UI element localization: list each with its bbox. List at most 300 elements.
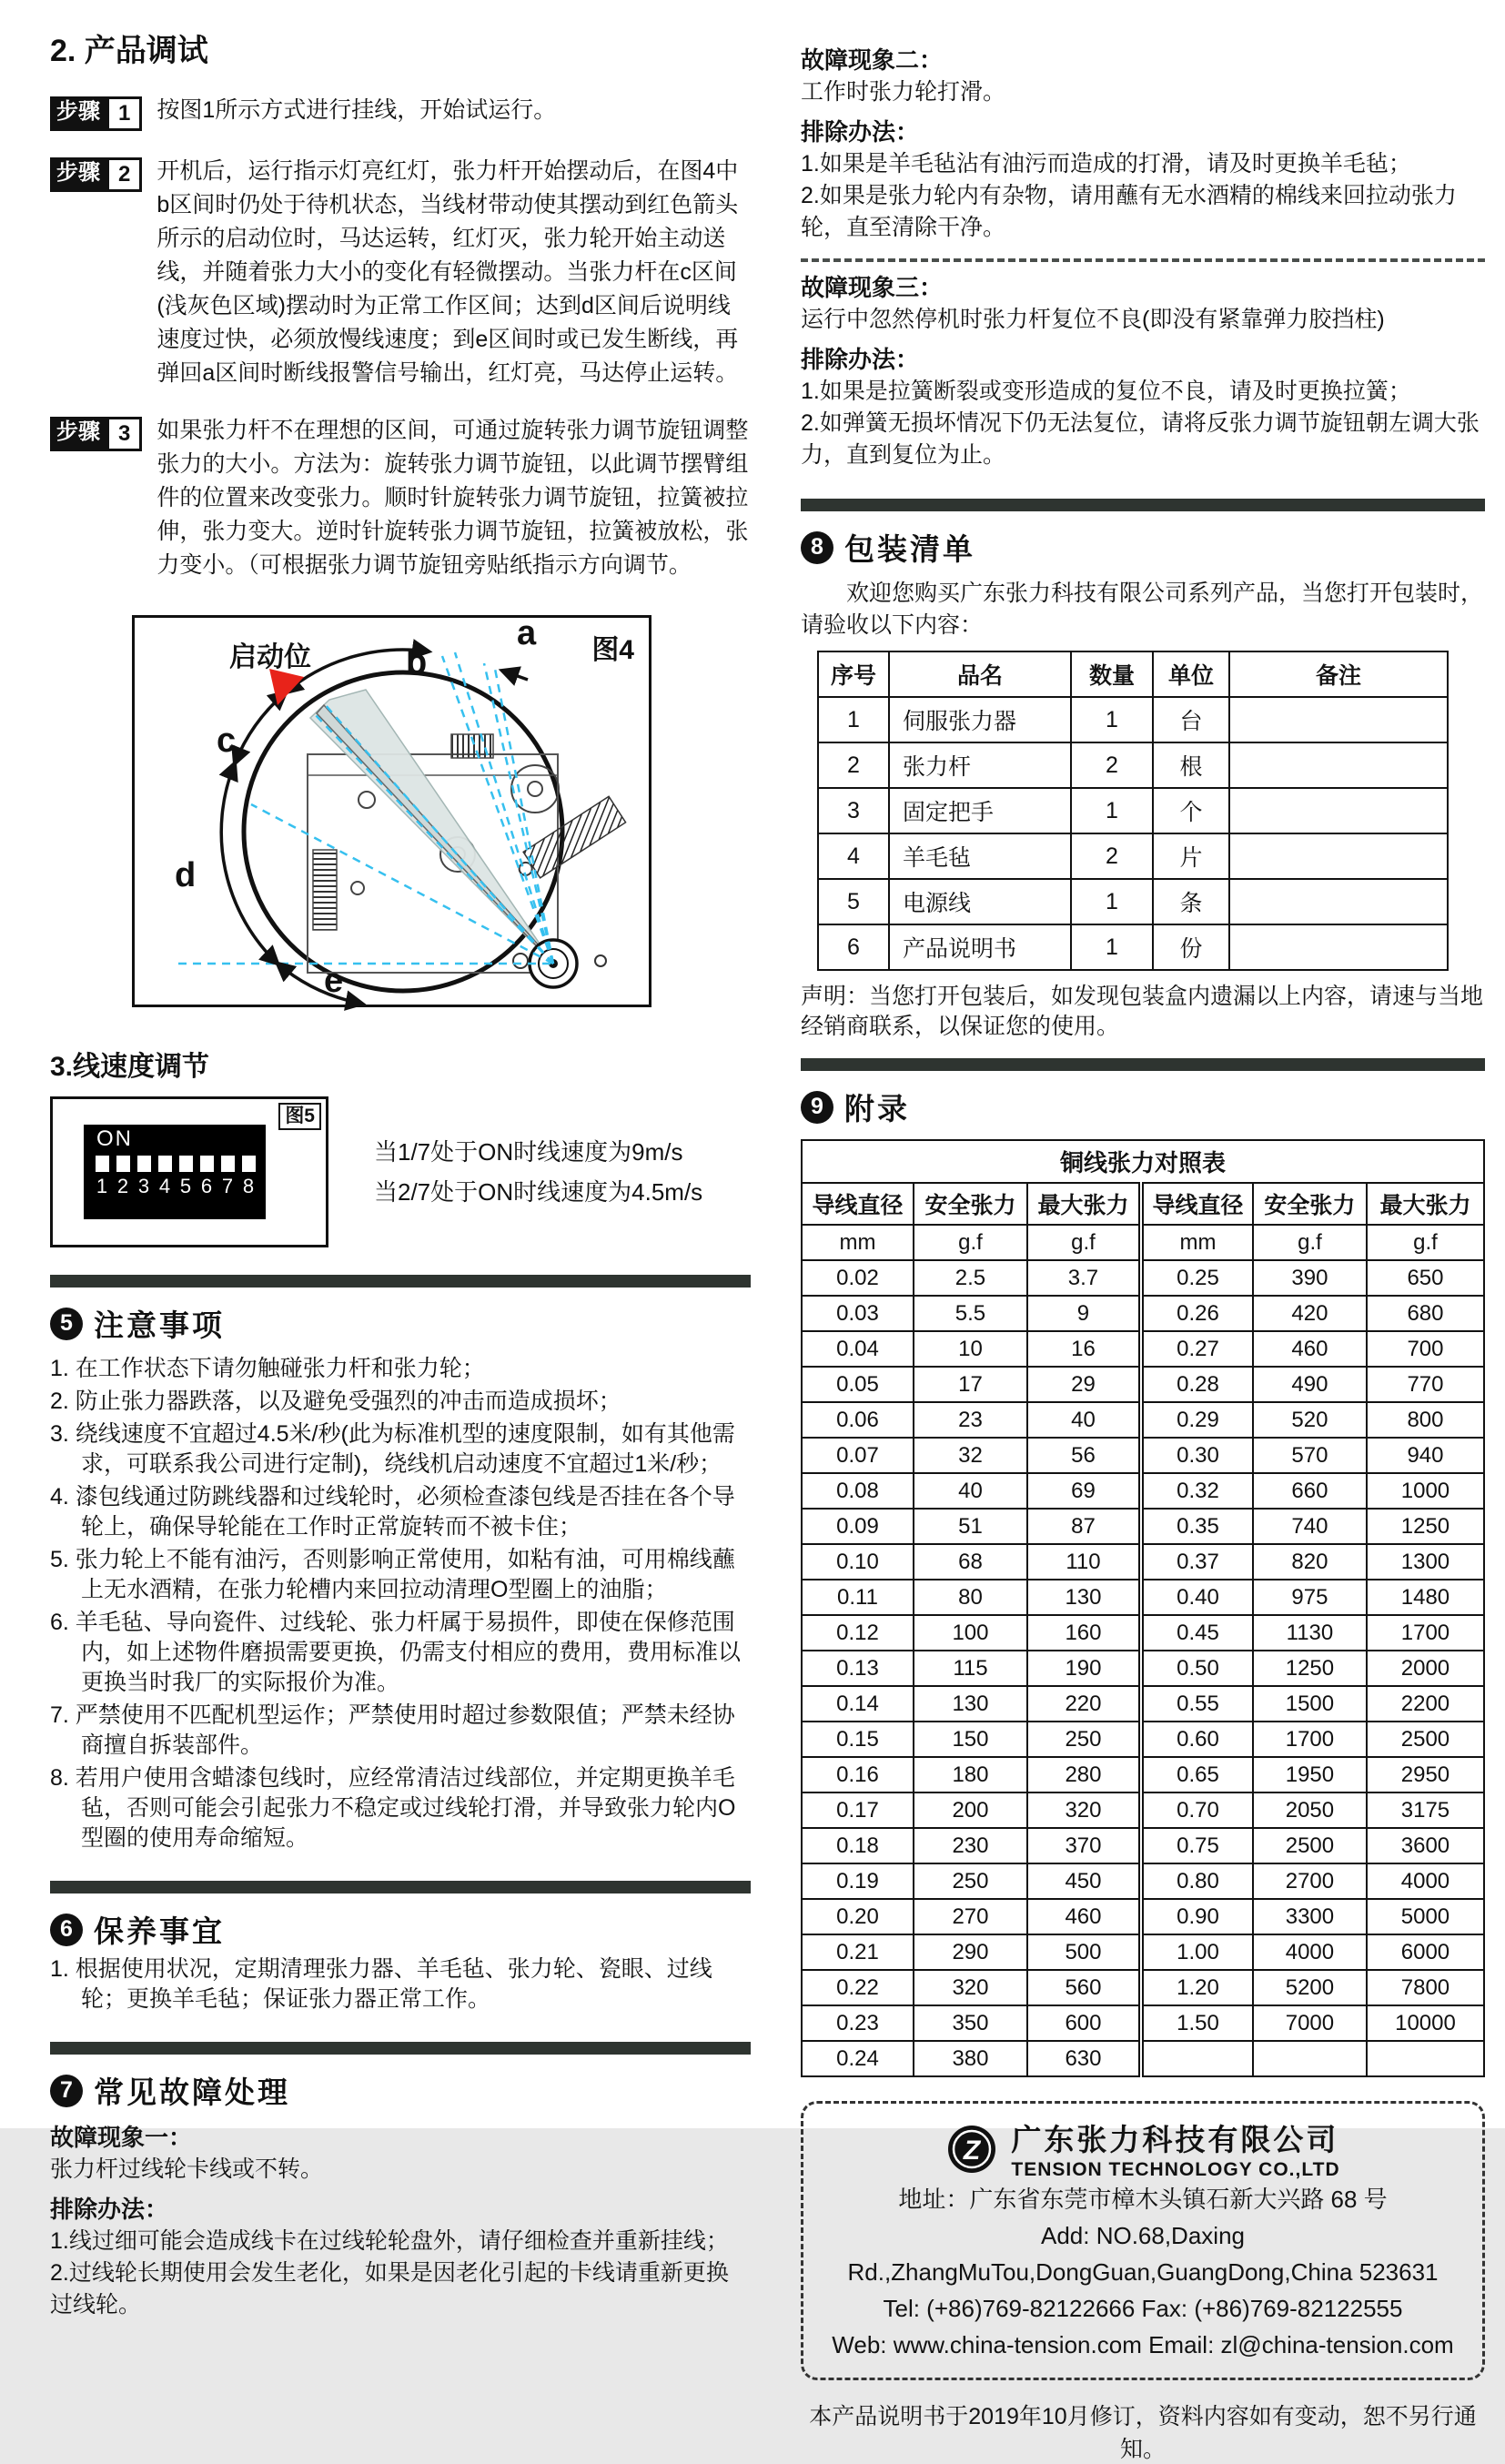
cell-safe-tension: 320	[914, 1970, 1027, 2005]
cell-max-tension: 770	[1367, 1367, 1484, 1402]
cell-unit: 根	[1153, 742, 1229, 788]
cell-safe-tension: 270	[914, 1899, 1027, 1934]
cell-diameter: 0.18	[802, 1828, 914, 1863]
cell-max-tension: 370	[1027, 1828, 1141, 1863]
cell-max-tension: 2000	[1367, 1651, 1484, 1686]
cell-diameter: 0.25	[1141, 1260, 1253, 1296]
company-name-en: TENSION TECHNOLOGY CO.,LTD	[1011, 2159, 1340, 2180]
step-badge-label: 步骤	[50, 96, 106, 131]
cell-max-tension: 2200	[1367, 1686, 1484, 1722]
dip-switch-slider	[116, 1156, 130, 1172]
tension-table-row	[802, 1651, 1484, 1686]
cell-safe-tension: 2700	[1253, 1863, 1367, 1899]
cell-max-tension	[1367, 2041, 1484, 2076]
cell-safe-tension: 1950	[1253, 1757, 1367, 1792]
cell-safe-tension: 100	[914, 1615, 1027, 1651]
cell-max-tension: 1700	[1367, 1615, 1484, 1651]
tension-table-row	[802, 1296, 1484, 1331]
cell-max-tension: 3175	[1367, 1792, 1484, 1828]
cell-diameter: 0.02	[802, 1260, 914, 1296]
cell-name: 固定把手	[889, 788, 1071, 833]
fault2-fix-line: 1.如果是羊毛毡沾有油污而造成的打滑，请及时更换羊毛毡；	[801, 151, 1411, 177]
divider-bar	[50, 2042, 751, 2055]
cell-safe-tension: 5200	[1253, 1970, 1367, 2005]
packing-table	[817, 651, 1449, 971]
cell-diameter: 0.17	[802, 1792, 914, 1828]
cell-max-tension: 2500	[1367, 1722, 1484, 1757]
cell-diameter	[1141, 2041, 1253, 2076]
col-max-tension: 最大张力	[1367, 1183, 1484, 1225]
cell-unit: 份	[1153, 924, 1229, 970]
cell-max-tension: 1300	[1367, 1544, 1484, 1580]
dip-switch	[178, 1156, 193, 1198]
fault1-desc: 张力杆过线轮卡线或不转。	[50, 2156, 324, 2182]
company-address-cn: 地址：广东省东莞市樟木头镇石新大兴路 68 号	[898, 2186, 1388, 2213]
cell-safe-tension: 3300	[1253, 1899, 1367, 1934]
tension-table-row	[802, 1438, 1484, 1473]
cell-qty: 1	[1071, 697, 1153, 742]
cell-index: 2	[818, 742, 889, 788]
step-badge	[50, 417, 142, 451]
dip-switch-number: 3	[137, 1175, 150, 1197]
tension-table-row	[802, 1260, 1484, 1296]
speed-notes	[374, 1132, 702, 1212]
cell-max-tension: 680	[1367, 1296, 1484, 1331]
cell-max-tension: 110	[1027, 1544, 1141, 1580]
section5-number-icon: 5	[50, 1308, 83, 1340]
cell-diameter: 0.07	[802, 1438, 914, 1473]
tension-table-row	[802, 1367, 1484, 1402]
cell-safe-tension: 490	[1253, 1367, 1367, 1402]
cell-diameter: 0.37	[1141, 1544, 1253, 1580]
cell-diameter: 0.20	[802, 1899, 914, 1934]
dip-switch	[199, 1156, 214, 1198]
dip-switch-number: 4	[158, 1175, 171, 1197]
cell-max-tension: 500	[1027, 1934, 1141, 1970]
cell-diameter: 1.20	[1141, 1970, 1253, 2005]
cell-max-tension: 560	[1027, 1970, 1141, 2005]
fault1-title: 故障现象一：	[50, 2124, 193, 2151]
step-badge-label: 步骤	[50, 417, 106, 451]
cell-diameter: 0.55	[1141, 1686, 1253, 1722]
company-name-cn: 广东张力科技有限公司	[1011, 2123, 1339, 2156]
cell-safe-tension: 32	[914, 1438, 1027, 1473]
cell-safe-tension: 2.5	[914, 1260, 1027, 1296]
cell-diameter: 0.10	[802, 1544, 914, 1580]
zone-c-label: c	[217, 722, 237, 760]
dip-switch-slider	[242, 1156, 256, 1172]
cell-name: 电源线	[889, 879, 1071, 924]
tension-table-row	[802, 1473, 1484, 1509]
cell-diameter: 0.65	[1141, 1757, 1253, 1792]
cell-max-tension: 280	[1027, 1757, 1141, 1792]
cell-max-tension: 320	[1027, 1792, 1141, 1828]
tension-table-row	[802, 1828, 1484, 1863]
cell-safe-tension: 350	[914, 2005, 1027, 2041]
cell-name: 张力杆	[889, 742, 1071, 788]
cell-safe-tension: 660	[1253, 1473, 1367, 1509]
tension-table-row	[802, 1686, 1484, 1722]
cell-safe-tension: 290	[914, 1934, 1027, 1970]
cell-safe-tension: 420	[1253, 1296, 1367, 1331]
packing-table-row	[818, 833, 1448, 879]
section9-number-icon: 9	[801, 1091, 833, 1124]
section6-number-icon: 6	[50, 1914, 83, 1946]
cell-remark	[1229, 833, 1448, 879]
section9-title: 附录	[844, 1092, 910, 1126]
cell-max-tension: 1250	[1367, 1509, 1484, 1544]
col-max-tension: 最大张力	[1027, 1183, 1141, 1225]
cell-max-tension: 6000	[1367, 1934, 1484, 1970]
cell-safe-tension: 130	[914, 1686, 1027, 1722]
dip-switch-panel	[84, 1125, 266, 1219]
dip-switch-number: 5	[179, 1175, 192, 1197]
cell-diameter: 0.16	[802, 1757, 914, 1792]
tension-table-row	[802, 1615, 1484, 1651]
fault1-fix-label: 排除办法：	[50, 2196, 169, 2223]
cell-safe-tension: 80	[914, 1580, 1027, 1615]
zone-a-label: a	[517, 614, 537, 652]
cell-safe-tension: 390	[1253, 1260, 1367, 1296]
cell-remark	[1229, 788, 1448, 833]
tension-table-row	[802, 1402, 1484, 1438]
cell-diameter: 0.13	[802, 1651, 914, 1686]
cell-index: 3	[818, 788, 889, 833]
col-safe-tension: 安全张力	[914, 1183, 1027, 1225]
cell-diameter: 1.50	[1141, 2005, 1253, 2041]
dip-on-label: ON	[96, 1126, 133, 1151]
cell-max-tension: 800	[1367, 1402, 1484, 1438]
tension-table-row	[802, 1792, 1484, 1828]
packing-intro: 欢迎您购买广东张力科技有限公司系列产品，当您打开包装时，请验收以下内容：	[801, 581, 1484, 638]
cell-diameter: 0.80	[1141, 1863, 1253, 1899]
packing-table-row	[818, 879, 1448, 924]
notice-item: 4. 漆包线通过防跳线器和过线轮时，必须检查漆包线是否挂在各个导轮上，确保导轮能在工作时正常旋转而不被卡住；	[50, 1484, 735, 1540]
divider-bar	[50, 1881, 751, 1893]
figure5-caption: 图5	[278, 1103, 321, 1130]
cell-safe-tension: 7000	[1253, 2005, 1367, 2041]
cell-index: 5	[818, 879, 889, 924]
cell-max-tension: 220	[1027, 1686, 1141, 1722]
packing-table-header-row	[818, 651, 1448, 697]
packing-col-qty: 数量	[1071, 651, 1153, 697]
revision-note: 本产品说明书于2019年10月修订，资料内容如有变动，恕不另行通知。	[809, 2404, 1477, 2462]
fault2-fix-line: 2.如果是张力轮内有杂物，请用蘸有无水酒精的棉线来回拉动张力轮，直至清除干净。	[801, 183, 1457, 240]
section7-number-icon: 7	[50, 2075, 83, 2107]
cell-safe-tension: 1250	[1253, 1651, 1367, 1686]
cell-safe-tension: 5.5	[914, 1296, 1027, 1331]
cell-safe-tension: 520	[1253, 1402, 1367, 1438]
cell-diameter: 0.29	[1141, 1402, 1253, 1438]
packing-table-row	[818, 788, 1448, 833]
tension-table-row	[802, 1331, 1484, 1367]
fault3-fix-label: 排除办法：	[801, 346, 920, 373]
cell-diameter: 0.27	[1141, 1331, 1253, 1367]
section5-title: 注意事项	[94, 1308, 225, 1342]
cell-max-tension: 700	[1367, 1331, 1484, 1367]
cell-max-tension: 3600	[1367, 1828, 1484, 1863]
fault3-desc: 运行中忽然停机时张力杆复位不良(即没有紧靠弹力胶挡柱)	[801, 307, 1385, 332]
cell-max-tension: 450	[1027, 1863, 1141, 1899]
cell-max-tension: 190	[1027, 1651, 1141, 1686]
cell-max-tension: 600	[1027, 2005, 1141, 2041]
cell-max-tension: 630	[1027, 2041, 1141, 2076]
cell-safe-tension: 150	[914, 1722, 1027, 1757]
notice-item: 3. 绕线速度不宜超过4.5米/秒(此为标准机型的速度限制，如有其他需求，可联系我公司进行定制)，绕线机启动速度不宜超过1米/秒；	[50, 1421, 735, 1477]
fault2-fixes	[801, 148, 1485, 244]
cell-max-tension: 5000	[1367, 1899, 1484, 1934]
cell-safe-tension: 200	[914, 1792, 1027, 1828]
cell-diameter: 0.35	[1141, 1509, 1253, 1544]
divider-bar	[50, 1275, 751, 1288]
cell-diameter: 0.03	[802, 1296, 914, 1331]
tension-table-row	[802, 1544, 1484, 1580]
step-badge-number: 2	[106, 157, 142, 192]
cell-diameter: 0.04	[802, 1331, 914, 1367]
cell-safe-tension: 17	[914, 1367, 1027, 1402]
fault2-fix-label: 排除办法：	[801, 118, 920, 146]
cell-max-tension: 69	[1027, 1473, 1141, 1509]
cell-diameter: 0.08	[802, 1473, 914, 1509]
dip-switch	[157, 1156, 172, 1198]
company-names	[1011, 2116, 1339, 2181]
cell-unit: 个	[1153, 788, 1229, 833]
cell-diameter: 0.26	[1141, 1296, 1253, 1331]
cell-diameter: 0.19	[802, 1863, 914, 1899]
cell-safe-tension: 460	[1253, 1331, 1367, 1367]
speed-note-line: 当1/7处于ON时线速度为9m/s	[374, 1138, 683, 1166]
dip-switch-number: 7	[221, 1175, 234, 1197]
cell-max-tension: 16	[1027, 1331, 1141, 1367]
cell-qty: 1	[1071, 924, 1153, 970]
unit-cell: g.f	[1027, 1225, 1141, 1260]
cell-safe-tension: 10	[914, 1331, 1027, 1367]
tension-table-row	[802, 1757, 1484, 1792]
dip-switch	[220, 1156, 235, 1198]
packing-statement: 声明：当您打开包装后，如发现包装盒内遗漏以上内容，请速与当地经销商联系，以保证您的使用。	[801, 984, 1484, 1039]
dip-switch-slider	[158, 1156, 172, 1172]
dip-switch-number: 6	[200, 1175, 213, 1197]
unit-cell: g.f	[1253, 1225, 1367, 1260]
dip-switch	[95, 1156, 109, 1198]
section6-items	[50, 1954, 751, 2015]
tension-table	[801, 1139, 1485, 2077]
cell-safe-tension: 570	[1253, 1438, 1367, 1473]
cell-safe-tension: 1700	[1253, 1722, 1367, 1757]
step-badge-label: 步骤	[50, 157, 106, 192]
notice-item: 2. 防止张力器跌落，以及避免受强烈的冲击而造成损坏；	[50, 1389, 621, 1414]
section5-items	[50, 1354, 751, 1853]
cell-remark	[1229, 697, 1448, 742]
step-badge-number: 1	[106, 96, 142, 131]
cell-diameter: 1.00	[1141, 1934, 1253, 1970]
cell-max-tension: 460	[1027, 1899, 1141, 1934]
cell-diameter: 0.40	[1141, 1580, 1253, 1615]
start-position-label: 启动位	[229, 642, 311, 672]
section3-title: 3.线速度调节	[50, 1052, 210, 1082]
cell-remark	[1229, 742, 1448, 788]
start-position-marker	[269, 669, 304, 705]
fault1-fix-line: 1.线过细可能会造成线卡在过线轮轮盘外，请仔细检查并重新挂线；	[50, 2228, 729, 2254]
cell-name: 伺服张力器	[889, 697, 1071, 742]
cell-index: 6	[818, 924, 889, 970]
notice-item: 5. 张力轮上不能有油污，否则影响正常使用，如粘有油，可用棉线蘸上无水酒精，在张力轮槽内来回拉动清理O型圈上的油脂；	[50, 1547, 735, 1602]
packing-table-row	[818, 697, 1448, 742]
cell-max-tension: 3.7	[1027, 1260, 1141, 1296]
cell-index: 4	[818, 833, 889, 879]
cell-safe-tension: 2050	[1253, 1792, 1367, 1828]
unit-cell: mm	[802, 1225, 914, 1260]
dip-switch-slider	[221, 1156, 235, 1172]
company-logo-icon	[945, 2123, 998, 2176]
cell-safe-tension: 115	[914, 1651, 1027, 1686]
cell-diameter: 0.11	[802, 1580, 914, 1615]
dip-switch-slider	[200, 1156, 214, 1172]
packing-col-index: 序号	[818, 651, 889, 697]
fault1-fix-line: 2.过线轮长期使用会发生老化，如果是因老化引起的卡线请重新更换过线轮。	[50, 2260, 729, 2318]
dip-switch	[241, 1156, 256, 1198]
cell-safe-tension: 250	[914, 1863, 1027, 1899]
cell-max-tension: 1000	[1367, 1473, 1484, 1509]
tension-table-row	[802, 2005, 1484, 2041]
step-badge	[50, 96, 142, 131]
unit-cell: g.f	[914, 1225, 1027, 1260]
fault2-title: 故障现象二：	[801, 46, 944, 74]
dip-switch	[116, 1156, 130, 1198]
cell-diameter: 0.60	[1141, 1722, 1253, 1757]
cell-diameter: 0.75	[1141, 1828, 1253, 1863]
figure4-caption: 图4	[591, 635, 634, 665]
figure4-drawing	[135, 618, 649, 1005]
step-badge	[50, 157, 142, 192]
dip-switch-number: 8	[242, 1175, 255, 1197]
cell-index: 1	[818, 697, 889, 742]
notice-item: 7. 严禁使用不匹配机型运作；严禁使用时超过参数限值；严禁未经协商擅自拆装部件。	[50, 1702, 735, 1758]
figure5	[50, 1096, 328, 1247]
cell-max-tension: 87	[1027, 1509, 1141, 1544]
tension-table-row	[802, 1580, 1484, 1615]
dip-switches	[95, 1156, 256, 1198]
cell-safe-tension: 180	[914, 1757, 1027, 1792]
cell-diameter: 0.24	[802, 2041, 914, 2076]
cell-diameter: 0.05	[802, 1367, 914, 1402]
cell-diameter: 0.12	[802, 1615, 914, 1651]
cell-max-tension: 9	[1027, 1296, 1141, 1331]
dip-switch-slider	[137, 1156, 151, 1172]
section5-header	[50, 1302, 751, 1345]
cell-max-tension: 1480	[1367, 1580, 1484, 1615]
company-name-row	[813, 2116, 1473, 2181]
cell-max-tension: 650	[1367, 1260, 1484, 1296]
unit-cell: g.f	[1367, 1225, 1484, 1260]
section8-number-icon: 8	[801, 531, 833, 564]
tension-table-title-row	[802, 1140, 1484, 1183]
cell-diameter: 0.22	[802, 1970, 914, 2005]
cell-name: 羊毛毡	[889, 833, 1071, 879]
dip-switch-number: 2	[116, 1175, 129, 1197]
col-safe-tension: 安全张力	[1253, 1183, 1367, 1225]
divider-bar	[801, 499, 1485, 511]
fault3-title: 故障现象三：	[801, 274, 944, 301]
tension-table-row	[802, 1970, 1484, 2005]
speed-note-line: 当2/7处于ON时线速度为4.5m/s	[374, 1178, 703, 1206]
cell-diameter: 0.32	[1141, 1473, 1253, 1509]
step-text: 如果张力杆不在理想的区间，可通过旋转张力调节旋钮调整张力的大小。方法为：旋转张力调节旋钮，以此调节摆臂组件的位置来改变张力。顺时针旋转张力调节旋钮，拉簧被拉伸，张力变大。逆时针旋转张力调节旋钮，拉簧被放松，张力变小。（可根据张力调节旋钮旁贴纸指示方向调节。	[157, 418, 749, 578]
cell-safe-tension: 230	[914, 1828, 1027, 1863]
section2-steps	[50, 94, 751, 582]
section9-header	[801, 1086, 1485, 1128]
section7-header	[50, 2069, 751, 2112]
dip-switch-number: 1	[96, 1175, 108, 1197]
cell-diameter: 0.30	[1141, 1438, 1253, 1473]
unit-cell: mm	[1141, 1225, 1253, 1260]
cell-max-tension: 160	[1027, 1615, 1141, 1651]
step-badge-number: 3	[106, 417, 142, 451]
cell-qty: 2	[1071, 742, 1153, 788]
section7-title: 常见故障处理	[94, 2075, 290, 2109]
svg-text:Z: Z	[964, 2135, 981, 2166]
section8-header	[801, 526, 1485, 569]
section6-title: 保养事宜	[94, 1914, 225, 1948]
cell-diameter: 0.90	[1141, 1899, 1253, 1934]
cell-max-tension: 130	[1027, 1580, 1141, 1615]
cell-max-tension: 250	[1027, 1722, 1141, 1757]
cell-diameter: 0.45	[1141, 1615, 1253, 1651]
zone-d-label: d	[175, 856, 197, 894]
cell-max-tension: 4000	[1367, 1863, 1484, 1899]
tension-rod	[317, 705, 553, 964]
cell-diameter: 0.21	[802, 1934, 914, 1970]
side-knob	[313, 850, 337, 930]
cell-unit: 台	[1153, 697, 1229, 742]
cell-unit: 条	[1153, 879, 1229, 924]
dip-switch-slider	[96, 1156, 109, 1172]
fault1-fixes	[50, 2226, 751, 2321]
figure5-row	[50, 1096, 751, 1247]
tension-table-title: 铜线张力对照表	[802, 1140, 1484, 1183]
cell-safe-tension: 23	[914, 1402, 1027, 1438]
cell-max-tension: 56	[1027, 1438, 1141, 1473]
fault3-fix-line: 2.如弹簧无损坏情况下仍无法复位，请将反张力调节旋钮朝左调大张力，直到复位为止。	[801, 410, 1480, 468]
fault3-fixes	[801, 376, 1485, 471]
cell-diameter: 0.15	[802, 1722, 914, 1757]
cell-diameter: 0.28	[1141, 1367, 1253, 1402]
step-row	[50, 94, 751, 131]
tension-table-row	[802, 2041, 1484, 2076]
cell-safe-tension: 380	[914, 2041, 1027, 2076]
cell-remark	[1229, 879, 1448, 924]
notice-item: 8. 若用户使用含蜡漆包线时，应经常清洁过线部位，并定期更换羊毛毡，否则可能会引起张力不稳定或过线轮打滑，并导致张力轮内O型圈的使用寿命缩短。	[50, 1765, 736, 1851]
right-column	[801, 0, 1485, 2464]
cell-diameter: 0.14	[802, 1686, 914, 1722]
packing-col-remark: 备注	[1229, 651, 1448, 697]
step-row	[50, 155, 751, 390]
cell-qty: 2	[1071, 833, 1153, 879]
packing-table-row	[818, 924, 1448, 970]
cell-diameter: 0.06	[802, 1402, 914, 1438]
cell-safe-tension: 1130	[1253, 1615, 1367, 1651]
company-web-email: Web: www.china-tension.com Email: zl@china-tension.com	[832, 2331, 1454, 2358]
cell-safe-tension: 4000	[1253, 1934, 1367, 1970]
notice-item: 6. 羊毛毡、导向瓷件、过线轮、张力杆属于易损件，即使在保修范围内，如上述物件磨损需要更换，仍需支付相应的费用，费用标准以更换当时我厂的实际报价为准。	[50, 1610, 742, 1695]
cell-safe-tension: 51	[914, 1509, 1027, 1544]
cell-safe-tension: 40	[914, 1473, 1027, 1509]
left-column	[50, 0, 751, 2321]
cell-safe-tension: 68	[914, 1544, 1027, 1580]
dip-switch	[136, 1156, 151, 1198]
zone-b-label: b	[406, 643, 428, 682]
cell-qty: 1	[1071, 788, 1153, 833]
